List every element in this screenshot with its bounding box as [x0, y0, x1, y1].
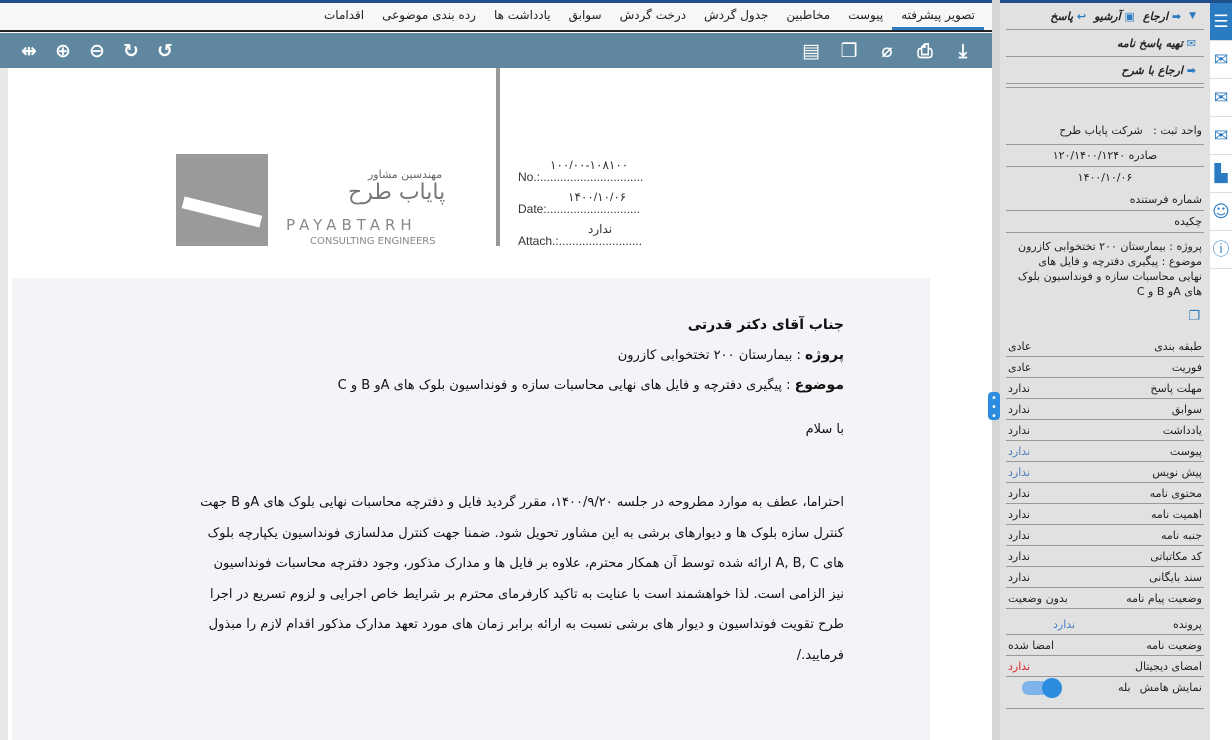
- tab-1[interactable]: پیوست: [848, 8, 884, 22]
- signature-label: امضای دیجیتال: [1135, 660, 1202, 673]
- subject-line: [338, 377, 844, 393]
- arrow-icon: ➡: [1186, 63, 1196, 77]
- property-value: ندارد: [1008, 445, 1031, 458]
- tab-3[interactable]: جدول گردش: [704, 8, 769, 22]
- properties-list: [1000, 336, 1210, 609]
- project-value: : بیمارستان ۲۰۰ تختخوابی کازرون: [617, 348, 805, 363]
- property-value: ندارد: [1008, 550, 1031, 563]
- property-label: طبقه بندی: [1154, 340, 1202, 353]
- margin-value: بله: [1118, 681, 1131, 694]
- copy-icon[interactable]: ❐: [840, 39, 858, 62]
- tab-6[interactable]: یادداشت ها: [493, 8, 551, 22]
- tab-0[interactable]: تصویر پیشرفته: [892, 3, 984, 30]
- inbox-icon[interactable]: ✉: [1210, 41, 1232, 79]
- viewer-toolbar: [0, 33, 992, 68]
- rotate-right-icon[interactable]: ↻: [123, 39, 139, 62]
- property-value: عادی: [1008, 361, 1032, 374]
- tab-4[interactable]: درخت گردش: [619, 8, 687, 22]
- property-row: [1006, 504, 1204, 525]
- number-value: ۱۰۰/۰۰-۱۰۸۱۰۰: [550, 158, 629, 172]
- property-value: ندارد: [1008, 508, 1031, 521]
- letter-attachment: [518, 222, 643, 248]
- panel-splitter[interactable]: [992, 0, 1000, 740]
- logo-text-fa-small: مهندسین مشاور: [368, 168, 443, 181]
- refer-button[interactable]: ➡ ارجاع: [1142, 9, 1182, 23]
- fit-width-icon[interactable]: ⇹: [21, 39, 37, 62]
- summary-text: پروژه : بیمارستان ۲۰۰ تختخوابی کازرون موضوع : پیگیری دفترچه و فایل های نهایی محاسبات سازه و فونداسیون بلوک های Aو B و C: [1017, 240, 1202, 298]
- side-icon-strip: [1210, 3, 1232, 740]
- rotate-left-icon[interactable]: ↺: [157, 39, 173, 62]
- unit-value: شرکت پایاب طرح: [1059, 124, 1143, 137]
- letter-body-line: کنترل سازه بلوک ها و دیوارهای برشی به این مشاور تحویل شود. ضمنا جهت کنترل مدلسازی فونداسیون یکپارچه بلوک: [207, 525, 844, 541]
- save-icon[interactable]: ▙: [1210, 155, 1232, 193]
- prepare-reply-button[interactable]: ✉ تهیه پاسخ نامه: [1006, 30, 1204, 57]
- property-value: ندارد: [1008, 487, 1031, 500]
- logo-text-en: PAYABTARH: [286, 216, 417, 234]
- property-row: [1006, 546, 1204, 567]
- letter-body-line: نیز الزامی است. لذا خواهشمند است با عنایت به تاکید کارفرمای محترم بر شرایط خاص اجرایی و لزوم تسریع در اجرا: [210, 586, 844, 602]
- property-value: ندارد: [1008, 529, 1031, 542]
- zoom-in-icon[interactable]: ⊕: [55, 39, 71, 62]
- property-value: عادی: [1008, 340, 1032, 353]
- folder-row: [1006, 614, 1204, 635]
- action-bar: [1006, 3, 1204, 30]
- subject-value: : پیگیری دفترچه و فایل های نهایی محاسبات سازه و فونداسیون بلوک های Aو B و C: [337, 378, 795, 393]
- tab-7[interactable]: رده بندی موضوعی: [382, 8, 476, 22]
- signature-value: ندارد: [1008, 660, 1031, 673]
- property-row: [1006, 420, 1204, 441]
- property-label: مهلت پاسخ: [1150, 382, 1202, 395]
- zoom-out-icon[interactable]: ⊖: [89, 39, 105, 62]
- print-icon[interactable]: ⎙: [917, 39, 933, 62]
- letter-body-line: احتراما، عطف به موارد مطروحه در جلسه ۱۴۰۰/۹/۲۰، مقرر گردید فایل و دفترچه محاسبات نهایی بلوک های Aو B جهت: [200, 495, 844, 510]
- property-row: [1006, 336, 1204, 357]
- letter-date: [518, 190, 641, 216]
- property-row: [1006, 525, 1204, 546]
- folder-value[interactable]: ندارد: [1053, 618, 1076, 631]
- envelope-edit-icon: ✉: [1186, 36, 1196, 50]
- property-label: اهمیت نامه: [1150, 508, 1202, 521]
- property-value: ندارد: [1008, 571, 1031, 584]
- issued-number: صادره ۱۲۰/۱۴۰۰/۱۲۴۰: [1006, 145, 1204, 167]
- property-label: یادداشت: [1162, 424, 1202, 437]
- folder-label: پرونده: [1172, 618, 1202, 631]
- property-label: وضعیت پیام نامه: [1126, 592, 1202, 605]
- property-label: سند بایگانی: [1149, 571, 1202, 584]
- date-label: Date:............................: [518, 202, 641, 216]
- company-logo: [176, 154, 268, 246]
- attach-value: ندارد: [588, 222, 613, 236]
- tab-8[interactable]: اقدامات: [323, 8, 365, 22]
- viewer-tabs: [0, 3, 992, 32]
- letter-body-line: های A, B, C ارائه شده توسط آن همکار محترم، علاوه بر فایل ها و مدارک مذکور، وجود دفترچه محاسبات فونداسیون: [213, 556, 844, 571]
- letter-info-panel: [1000, 3, 1210, 740]
- sender-number: شماره فرستنده: [1006, 189, 1204, 211]
- attach-label: Attach.:.........................: [518, 234, 643, 248]
- property-value: ندارد: [1008, 466, 1031, 479]
- property-row: [1006, 399, 1204, 420]
- property-row: [1006, 462, 1204, 483]
- property-row: [1006, 588, 1204, 609]
- property-row: [1006, 483, 1204, 504]
- property-label: سوابق: [1171, 403, 1202, 416]
- attachment-icon[interactable]: ⌀: [881, 39, 893, 62]
- date-value: ۱۴۰۰/۱۰/۰۶: [568, 190, 627, 204]
- download-icon[interactable]: ⤓: [958, 39, 968, 62]
- stamp-icon[interactable]: ▤: [802, 39, 820, 62]
- subject-label: موضوع: [794, 377, 844, 393]
- property-label: محتوی نامه: [1149, 487, 1202, 500]
- number-label: No.:...............................: [518, 170, 644, 184]
- status-value: امضا شده: [1008, 639, 1055, 652]
- reply-button[interactable]: ↩ پاسخ: [1050, 9, 1087, 23]
- info-icon[interactable]: ⓘ: [1210, 231, 1232, 269]
- property-value: بدون وضعیت: [1008, 592, 1068, 605]
- splitter-handle[interactable]: • • •: [988, 392, 1000, 420]
- property-value: ندارد: [1008, 424, 1031, 437]
- sent-mail-icon[interactable]: ✉: [1210, 117, 1232, 155]
- copy-summary-icon[interactable]: ❐: [1188, 309, 1200, 324]
- menu-icon[interactable]: ☰: [1210, 3, 1232, 41]
- greeting: با سلام: [805, 422, 844, 437]
- property-label: پیش نویس: [1152, 466, 1202, 479]
- tab-2[interactable]: مخاطبین: [786, 8, 831, 22]
- archive-button[interactable]: ▣ آرشیو: [1094, 9, 1135, 23]
- letterhead-divider: [496, 68, 500, 246]
- property-row: [1006, 567, 1204, 588]
- letter-date: ۱۴۰۰/۱۰/۰۶: [1077, 171, 1133, 184]
- logo-text-fa: پایاب طرح: [348, 180, 446, 205]
- letter-number: [518, 158, 644, 184]
- mail-icon[interactable]: ✉: [1210, 79, 1232, 117]
- recipient: جناب آقای دکتر قدرتی: [687, 317, 844, 333]
- property-label: فوریت: [1171, 361, 1202, 374]
- property-label: جنبه نامه: [1160, 529, 1202, 542]
- logo-text-en-sub: CONSULTING ENGINEERS: [310, 236, 436, 247]
- letter-image-viewer[interactable]: [0, 68, 992, 740]
- letter-body-line: طرح تقویت فونداسیون و دیوار های برشی نسبت به ارائه برابر زمان های مورد تعهد مدارک مذکور اقدام لازم را مبذول: [208, 617, 844, 632]
- status-row: [1006, 635, 1204, 656]
- project-line: [618, 347, 844, 363]
- property-value: ندارد: [1008, 403, 1031, 416]
- unit-label: واحد ثبت :: [1153, 124, 1202, 137]
- refer-with-description-button[interactable]: ➡ ارجاع با شرح: [1006, 57, 1204, 84]
- property-value: ندارد: [1008, 382, 1031, 395]
- property-row: [1006, 441, 1204, 462]
- registration-unit: [1006, 117, 1204, 145]
- show-margin-toggle[interactable]: [1022, 681, 1060, 695]
- property-label: پیوست: [1169, 445, 1202, 458]
- tab-5[interactable]: سوابق: [568, 8, 602, 22]
- user-settings-icon[interactable]: ☺: [1210, 193, 1232, 231]
- property-label: کد مکاتباتی: [1150, 550, 1202, 563]
- chevron-down-icon[interactable]: ▼: [1189, 11, 1196, 21]
- status-label: وضعیت نامه: [1146, 639, 1202, 652]
- digital-signature-row: [1006, 656, 1204, 677]
- property-row: [1006, 357, 1204, 378]
- summary-label: چکیده: [1006, 211, 1204, 233]
- project-label: پروژه: [805, 347, 844, 363]
- margin-label: نمایش هامش: [1139, 681, 1202, 694]
- letter-body-line: فرمایید./: [796, 647, 844, 663]
- property-row: [1006, 378, 1204, 399]
